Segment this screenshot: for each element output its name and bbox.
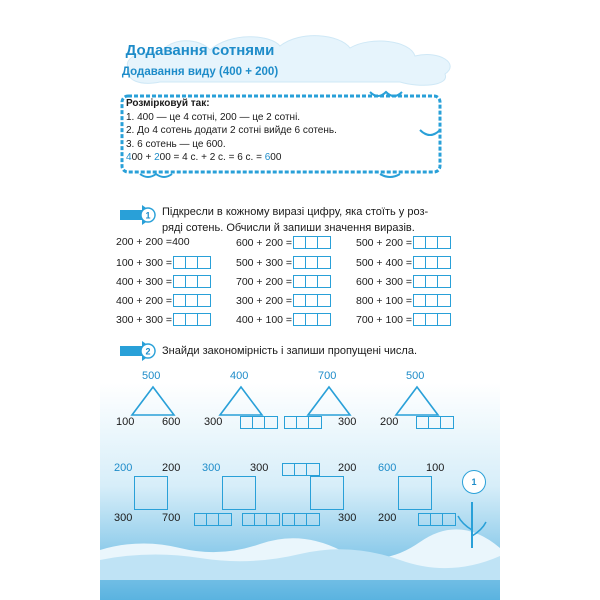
task-2-arrow-icon xyxy=(118,340,158,362)
triangle-left-number: 100 xyxy=(116,416,135,428)
exercise-row xyxy=(236,294,331,307)
expression: 500 + 200 = xyxy=(356,236,413,249)
task-1-arrow-icon xyxy=(118,204,158,226)
exercise-row xyxy=(116,236,190,248)
expression: 100 + 300 = xyxy=(116,256,173,269)
example-digit: 2 xyxy=(154,152,160,163)
square-bl-number: 200 xyxy=(378,512,397,524)
square-br-number: 700 xyxy=(162,512,181,524)
square-tl-number: 300 xyxy=(202,462,221,474)
answer-cells[interactable] xyxy=(293,256,331,269)
example-text: 00 xyxy=(270,152,282,163)
page-title: Додавання сотнями xyxy=(125,42,275,59)
expression: 500 + 300 = xyxy=(236,256,293,269)
answer-cells[interactable] xyxy=(282,463,320,476)
answer-cells[interactable] xyxy=(413,275,451,288)
think-line-3: 3. 6 сотень — це 600. xyxy=(126,138,226,150)
square-tr-number: 200 xyxy=(162,462,181,474)
answer-cells[interactable] xyxy=(240,416,278,429)
page-subtitle: Додавання виду (400 + 200) xyxy=(121,66,279,78)
triangle-top-number: 500 xyxy=(142,370,161,382)
exercise-row xyxy=(236,275,331,288)
square-shape xyxy=(310,476,344,510)
cloud-banner xyxy=(120,30,460,88)
square-tr-number: 100 xyxy=(426,462,445,474)
page-number: 1 xyxy=(462,470,486,494)
triangle-left-number: 200 xyxy=(380,416,399,428)
exercise-row xyxy=(356,275,451,288)
exercise-row xyxy=(356,313,451,326)
triangle-shape xyxy=(394,385,440,417)
square-tl-number: 600 xyxy=(378,462,397,474)
expression: 800 + 100 = xyxy=(356,294,413,307)
snow-landscape xyxy=(100,520,500,580)
example-text: 00 + xyxy=(131,152,155,163)
answer-cells[interactable] xyxy=(293,313,331,326)
answer-value: 400 xyxy=(172,236,190,248)
triangle-top-number: 700 xyxy=(318,370,337,382)
exercise-row xyxy=(116,294,211,307)
triangle-shape xyxy=(306,385,352,417)
expression: 700 + 200 = xyxy=(236,275,293,288)
answer-cells[interactable] xyxy=(413,294,451,307)
square-tl-number: 200 xyxy=(114,462,133,474)
square-tr-number: 200 xyxy=(338,462,357,474)
expression: 700 + 100 = xyxy=(356,313,413,326)
expression: 600 + 300 = xyxy=(356,275,413,288)
expression: 600 + 200 = xyxy=(236,236,293,249)
task-1-number: 1 xyxy=(145,210,151,221)
exercise-row xyxy=(236,256,331,269)
task-1-text xyxy=(162,204,428,236)
answer-cells[interactable] xyxy=(284,416,322,429)
triangle-left-number: 300 xyxy=(204,416,223,428)
answer-cells[interactable] xyxy=(416,416,454,429)
example-text: 00 = 4 с. + 2 с. = 6 с. = xyxy=(159,152,265,163)
exercise-row xyxy=(236,236,331,249)
think-line-2: 2. До 4 сотень додати 2 сотні вийде 6 сотень. xyxy=(126,125,337,136)
exercise-row xyxy=(356,294,451,307)
triangle-top-number: 500 xyxy=(406,370,425,382)
triangle-shape xyxy=(130,385,176,417)
answer-cells[interactable] xyxy=(173,275,211,288)
triangle-shape xyxy=(218,385,264,417)
square-bl-number: 300 xyxy=(114,512,133,524)
think-box xyxy=(126,97,337,165)
exercise-row xyxy=(116,275,211,288)
answer-cells[interactable] xyxy=(413,313,451,326)
exercise-row xyxy=(356,256,451,269)
think-line-1: 1. 400 — це 4 сотні, 200 — це 2 сотні. xyxy=(126,111,301,123)
task-2-number: 2 xyxy=(145,346,151,357)
triangle-right-number: 300 xyxy=(338,416,357,428)
square-br-number: 300 xyxy=(338,512,357,524)
square-shape xyxy=(134,476,168,510)
answer-cells[interactable] xyxy=(293,236,331,249)
triangle-top-number: 400 xyxy=(230,370,249,382)
square-shape xyxy=(398,476,432,510)
task-2-text: Знайди закономірність і запиши пропущені числа. xyxy=(162,345,417,357)
expression: 400 + 200 = xyxy=(116,294,173,307)
task-1-line-1: Підкресли в кожному виразі цифру, яка стоїть у роз- xyxy=(162,206,429,218)
expression: 400 + 100 = xyxy=(236,313,293,326)
answer-cells[interactable] xyxy=(413,236,451,249)
answer-cells[interactable] xyxy=(413,256,451,269)
think-heading: Розмірковуй так: xyxy=(126,98,210,109)
expression: 500 + 400 = xyxy=(356,256,413,269)
triangle-right-number: 600 xyxy=(162,416,181,428)
answer-cells[interactable] xyxy=(173,256,211,269)
answer-cells[interactable] xyxy=(293,294,331,307)
exercise-row xyxy=(116,313,211,326)
answer-cells[interactable] xyxy=(173,294,211,307)
example-digit: 4 xyxy=(126,152,132,163)
think-example xyxy=(126,151,337,165)
exercise-row xyxy=(236,313,331,326)
answer-cells[interactable] xyxy=(173,313,211,326)
expression: 300 + 300 = xyxy=(116,313,173,326)
exercise-row xyxy=(356,236,451,249)
example-digit: 6 xyxy=(264,152,271,163)
answer-cells[interactable] xyxy=(293,275,331,288)
square-tr-number: 300 xyxy=(250,462,269,474)
task-1-line-2: ряді сотень. Обчисли й запиши значення виразів. xyxy=(162,222,415,234)
expression: 300 + 200 = xyxy=(236,294,293,307)
exercise-row xyxy=(116,256,211,269)
expression: 400 + 300 = xyxy=(116,275,173,288)
expression: 200 + 200 = xyxy=(116,236,173,248)
square-shape xyxy=(222,476,256,510)
